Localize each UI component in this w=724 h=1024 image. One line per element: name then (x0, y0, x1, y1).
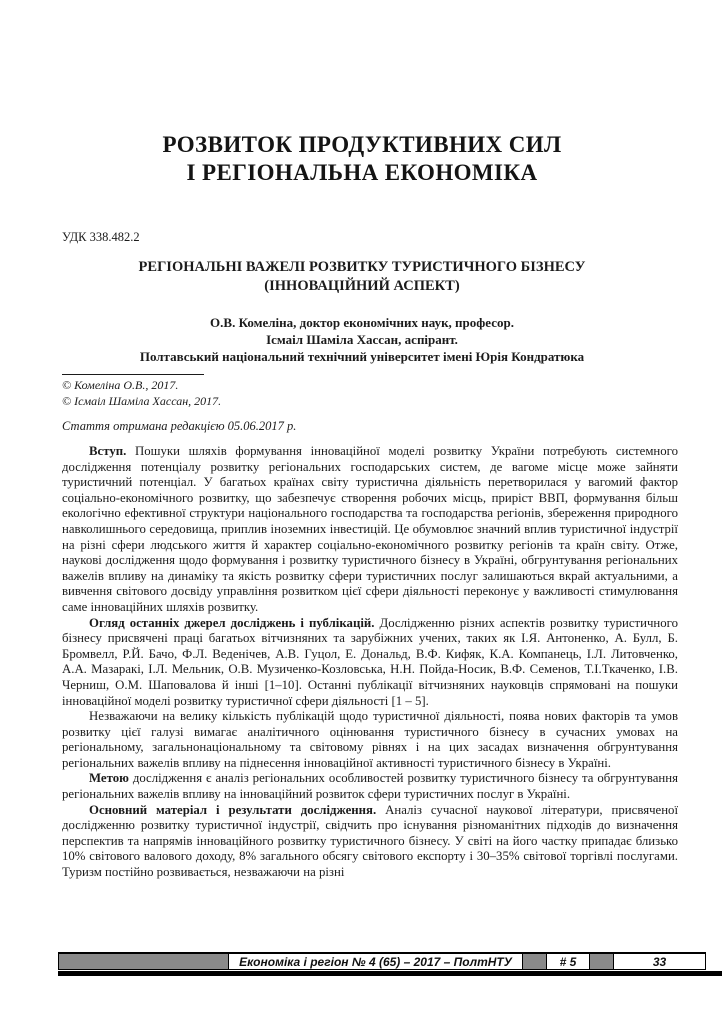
section-title (0, 131, 724, 187)
paragraph-intro-lead: Вступ. (89, 444, 127, 458)
author-line-2: Ісмаіл Шаміла Хассан, аспірант. (266, 332, 458, 347)
footer-issue-cell (547, 954, 590, 969)
paragraph-aim-lead: Метою (89, 771, 129, 786)
copyright-line-1: © Комеліна О.В., 2017. (62, 378, 179, 392)
paragraph-review-lead: Огляд останніх джерел досліджень і публікацій. (89, 615, 375, 630)
article-title-line1: РЕГІОНАЛЬНІ ВАЖЕЛІ РОЗВИТКУ ТУРИСТИЧНОГО БІЗНЕСУ (138, 259, 586, 275)
author-line-1: О.В. Комеліна, доктор економічних наук, професор. (210, 315, 514, 330)
authors-block (0, 314, 724, 365)
footer-gray-segment-mid2 (590, 954, 614, 969)
paragraph-gap-text: Незважаючи на велику кількість публікацій щодо туристичної діяльності, поява нових факторів та умов розвитку цієї галузі вимагає аналітичного оцінювання туристичного бізнесу в сучасних умовах на регіональному, загальнонаціональному та світовому рівнях і на цих засадах визначення обгрунтування регіональних важелів впливу на піднесення інноваційної активності туристичного бізнесу в Україні. (62, 709, 678, 770)
paragraph-main-material-text: Аналіз сучасної наукової літератури, присвяченої дослідженню розвитку туристичної індустрії, свідчить про існування різноманітних підходів до визначення перспектив та напрямів інноваційного розвитку туристичного бізнесу. У світі на його частку припадає близько 10% світового валового доходу, 8% загального обсягу світового експорту і 30–35% світової торгівлі послугами. Туризм постійно розвивається, незважаючи на різні (62, 802, 679, 880)
paragraph-aim-text: дослідження є аналіз регіональних особливостей розвитку туристичного бізнесу та обгрунтування регіональних важелів впливу на інноваційний розвиток сфери туристичних послуг в Україні. (62, 771, 678, 802)
footer-issue-mark: # 5 (559, 954, 577, 969)
copyright-divider-rule (62, 374, 204, 375)
footer-journal-title: Економіка і регіон № 4 (65) – 2017 – ПолтНТУ (239, 954, 512, 969)
footer-page-number: 33 (652, 954, 667, 969)
received-date-line: Стаття отримана редакцією 05.06.2017 р. (62, 419, 297, 433)
footer-gray-segment-left (58, 954, 229, 969)
paragraph-gap (62, 709, 678, 771)
paragraph-main-material-lead: Основний матеріал і результати дослідження. (89, 802, 377, 817)
footer-gray-segment-mid1 (523, 954, 547, 969)
section-title-line2: І РЕГІОНАЛЬНА ЕКОНОМІКА (186, 160, 538, 185)
footer-bottom-rule (58, 971, 722, 976)
paragraph-intro-text: Пошуки шляхів формування інноваційної моделі розвитку України потребують системного дослідження потенціалу розвитку регіональних господарських систем, де вагоме місце може зайняти туристичний потенціал. У багатьох країнах світу туристична діяльність перетворилася у вагомий фактор соціально-економічного розвитку, що забезпечує створення робочих місць, приріст ВВП, формування більш екологічно ефективної структури національного господарства та господарства регіонів, збереження природного навколишнього середовища, приплив іноземних інвестицій. Це обумовлює значний вплив туристичної індустрії на різні сфери людського життя й характер соціально-економічного розвитку регіонів та країн світу. Отже, наукові дослідження щодо формування і розвитку туристичного бізнесу в Україні, обгрунтування регіональних важелів впливу на динаміку та якість розвитку сфери туристичних послуг залишаються вкрай актуальними, а вивчення світового досвіду управління розвитком цієї сфери діяльності переконує у важливості стимулювання саме інноваційних шляхів розвитку. (62, 444, 678, 614)
paragraph-review (62, 616, 678, 710)
paragraph-main-material (62, 803, 678, 881)
footer-page-number-cell (614, 954, 706, 969)
copyright-block (62, 378, 221, 409)
paragraph-review-text: Дослідженню різних аспектів розвитку туристичного бізнесу присвячені праці багатьох вітчизняних та зарубіжних учених, таких як І.Я. Антоненко, А. Булл, Б. Бромвелл, Р.Й. Бачо, Ф.Л. Веденічев, А.В. Гуцол, Е. Дональд, В.Ф. Кифяк, К.А. Компанець, І.Л. Литовченко, А.А. Мазаракі, І.Л. Мельник, О.В. Музиченко-Козловська, Н.Н. Пойда-Носик, В.Ф. Семенов, Т.І.Ткаченко, І.В. Черниш, О.М. Шаповалова й інші [1–10]. Останні публікації вітчизняних науковців спрямовані на пошуки інноваційної моделі розвитку туристичної сфери діяльності [1 – 5]. (62, 615, 678, 708)
article-title (0, 258, 724, 296)
paragraph-intro (62, 444, 678, 616)
footer-journal-cell (229, 954, 523, 969)
section-title-line1: РОЗВИТОК ПРОДУКТИВНИХ СИЛ (162, 132, 562, 157)
paragraph-aim (62, 771, 678, 802)
article-body (62, 444, 678, 881)
footer-bar (58, 952, 706, 970)
udc-code: УДК 338.482.2 (62, 230, 140, 244)
affiliation-line: Полтавський національний технічний університет імені Юрія Кондратюка (139, 349, 585, 364)
article-title-line2: (ІННОВАЦІЙНИЙ АСПЕКТ) (264, 278, 460, 294)
copyright-line-2: © Ісмаіл Шаміла Хассан, 2017. (62, 393, 222, 408)
